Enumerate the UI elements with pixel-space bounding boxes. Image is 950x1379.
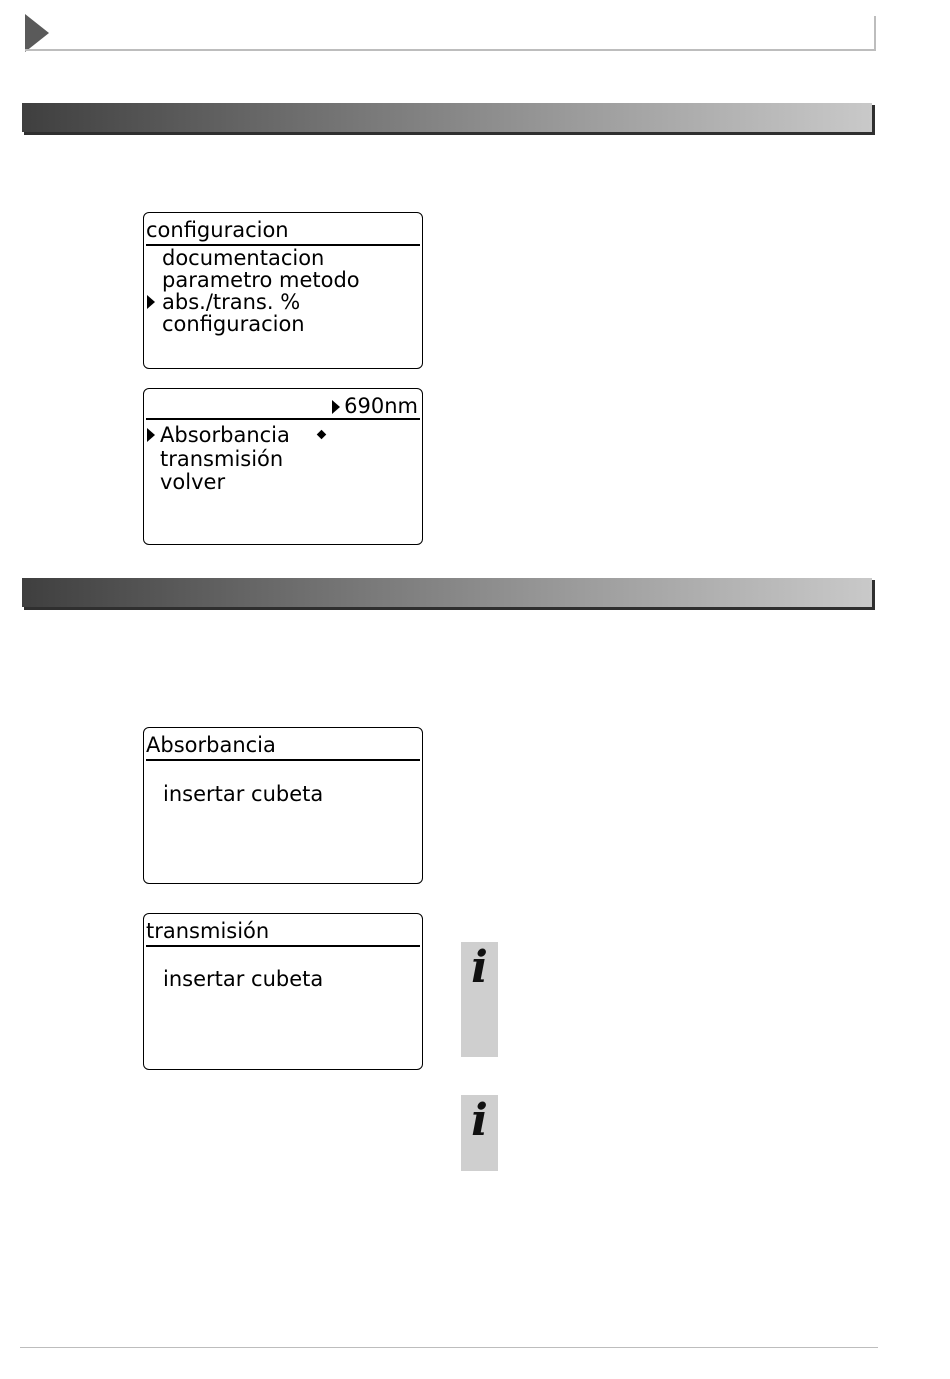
lcd-screen-transmision [143,913,423,1070]
menu-item-abs-trans[interactable]: abs./trans. % [162,290,301,314]
info-icon: i [471,1095,488,1146]
lcd-title: configuracion [146,216,420,246]
footer-rule [20,1347,878,1348]
header-rule [25,49,876,51]
option-transmision[interactable]: transmisión [160,447,284,471]
lcd-title-bar [146,392,420,420]
info-icon: i [471,942,488,993]
cursor-icon [332,400,340,414]
option-absorbancia[interactable]: Absorbancia [160,423,290,447]
info-note-1 [461,942,498,1057]
chapter-arrow-icon [25,14,49,52]
cursor-icon [147,295,155,309]
option-volver[interactable]: volver [160,470,226,494]
menu-item-configuracion[interactable]: configuracion [162,312,305,336]
header-rule-edge [874,16,876,51]
lcd-screen-absorbancia [143,727,423,884]
info-note-2 [461,1095,498,1171]
menu-item-parametro-metodo[interactable]: parametro metodo [162,268,360,292]
lcd-message: insertar cubeta [163,967,324,991]
lcd-screen-configuracion [143,212,423,369]
cursor-icon [147,428,155,442]
wavelength-readout: 690nm [344,394,418,418]
lcd-message: insertar cubeta [163,782,324,806]
section-bar-1 [22,103,872,132]
selected-marker-icon [317,430,326,439]
lcd-screen-abs-trans [143,388,423,545]
menu-item-documentacion[interactable]: documentacion [162,246,325,270]
lcd-title: Absorbancia [146,731,420,761]
lcd-title: transmisión [146,917,420,947]
section-bar-2 [22,578,872,607]
